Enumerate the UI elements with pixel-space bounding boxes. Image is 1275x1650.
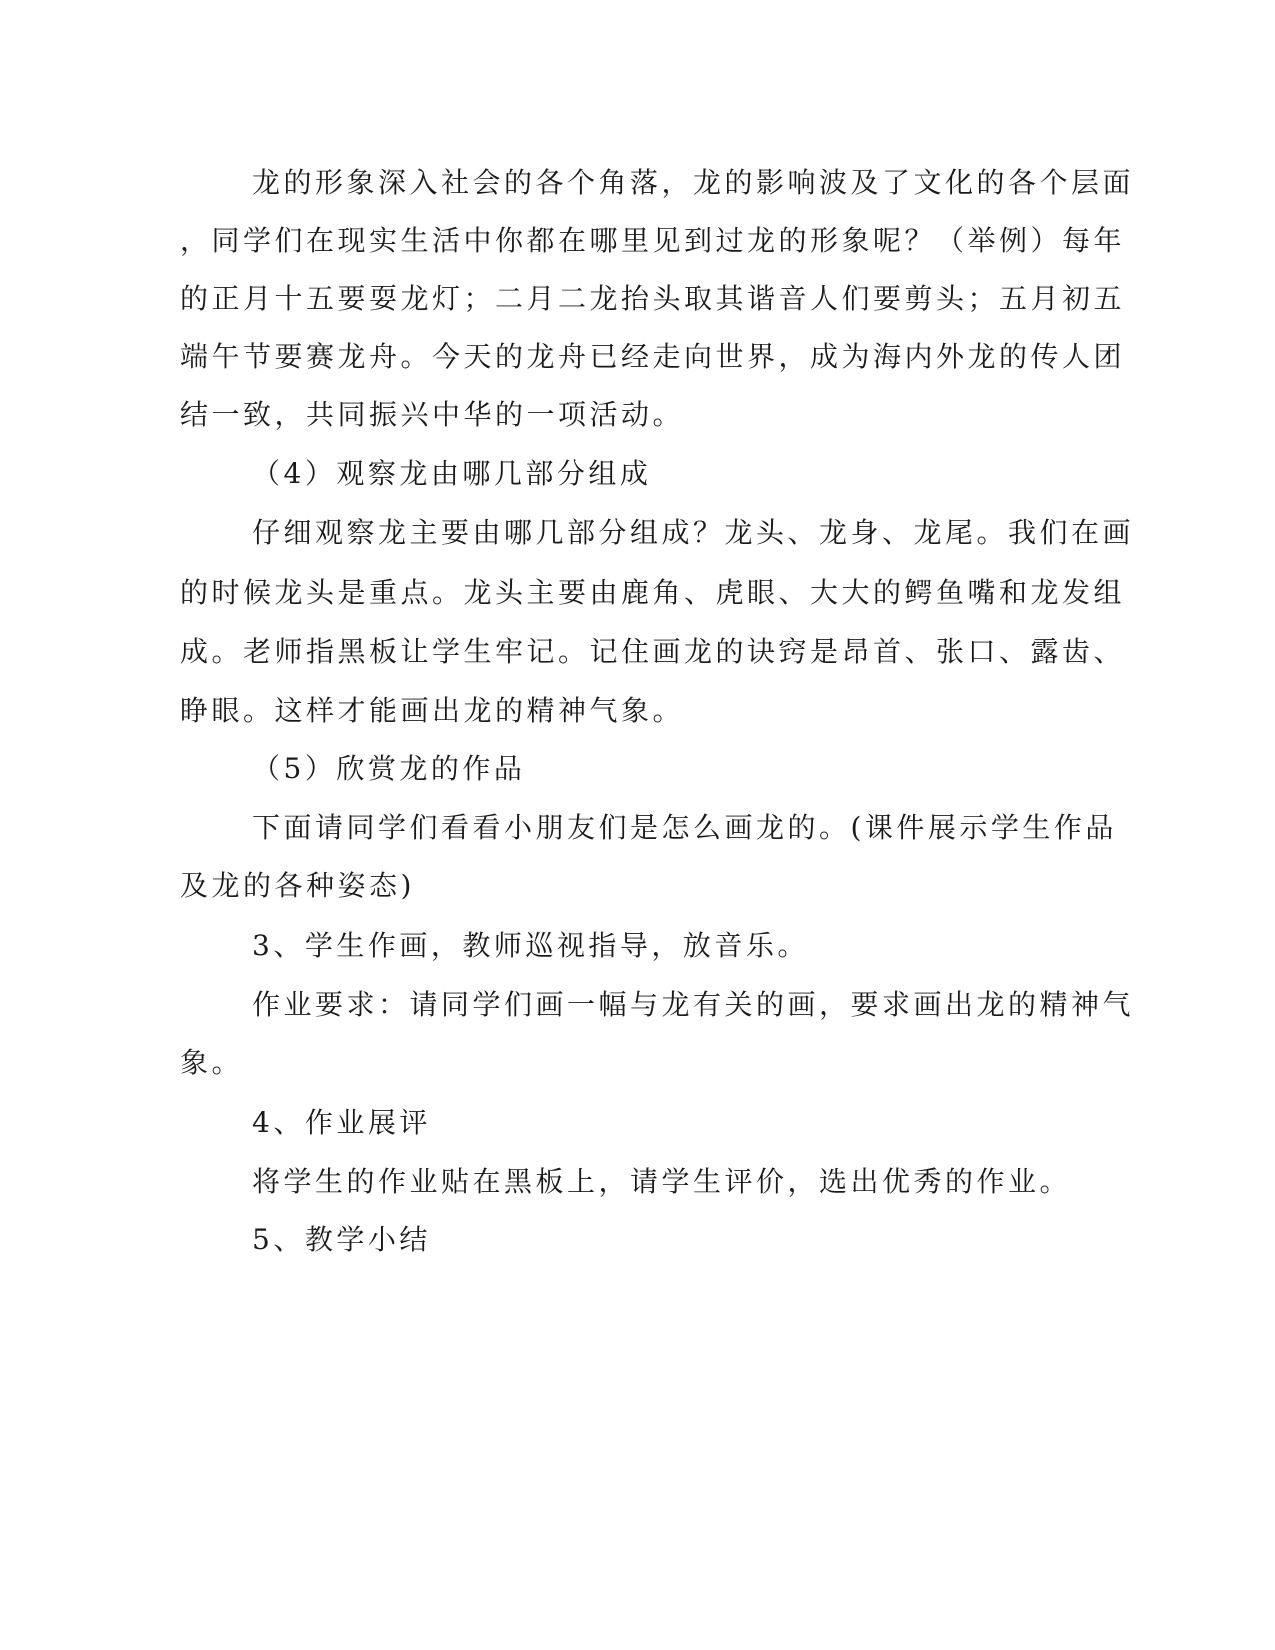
section-heading-observe-dragon: （4）观察龙由哪几部分组成: [252, 457, 652, 490]
paragraph-review-line-1: 将学生的作业贴在黑板上，请学生评价，选出优秀的作业。: [252, 1165, 1072, 1198]
section-heading-homework-review: 4、作业展评: [252, 1106, 431, 1139]
paragraph-homework-line-1: 作业要求：请同学们画一幅与龙有关的画，要求画出龙的精神气: [252, 988, 1135, 1021]
section-heading-appreciate-works: （5）欣赏龙的作品: [252, 752, 526, 785]
paragraph-dragon-parts-line-4: 睁眼。这样才能画出龙的精神气象。: [180, 694, 685, 727]
paragraph-courseware-line-1: 下面请同学们看看小朋友们是怎么画龙的。(课件展示学生作品: [252, 811, 1117, 844]
section-heading-teaching-summary: 5、教学小结: [252, 1223, 431, 1256]
section-heading-student-drawing: 3、学生作画，教师巡视指导，放音乐。: [252, 929, 809, 962]
paragraph-dragon-image-line-3: 的正月十五要耍龙灯；二月二龙抬头取其谐音人们要剪头；五月初五: [180, 282, 1126, 315]
paragraph-dragon-parts-line-2: 的时候龙头是重点。龙头主要由鹿角、虎眼、大大的鳄鱼嘴和龙发组: [180, 576, 1126, 609]
paragraph-dragon-parts-line-1: 仔细观察龙主要由哪几部分组成？龙头、龙身、龙尾。我们在画: [252, 516, 1135, 549]
paragraph-homework-line-2: 象。: [180, 1046, 244, 1079]
paragraph-dragon-parts-line-3: 成。老师指黑板让学生牢记。记住画龙的诀窍是昂首、张口、露齿、: [180, 635, 1126, 668]
paragraph-dragon-image-line-2: ，同学们在现实生活中你都在哪里见到过龙的形象呢？（举例）每年: [180, 224, 1126, 257]
paragraph-dragon-image-line-1: 龙的形象深入社会的各个角落，龙的影响波及了文化的各个层面: [252, 166, 1135, 199]
paragraph-dragon-image-line-4: 端午节要赛龙舟。今天的龙舟已经走向世界，成为海内外龙的传人团: [180, 340, 1126, 373]
paragraph-courseware-line-2: 及龙的各种姿态): [180, 869, 415, 902]
paragraph-dragon-image-line-5: 结一致，共同振兴中华的一项活动。: [180, 398, 685, 431]
